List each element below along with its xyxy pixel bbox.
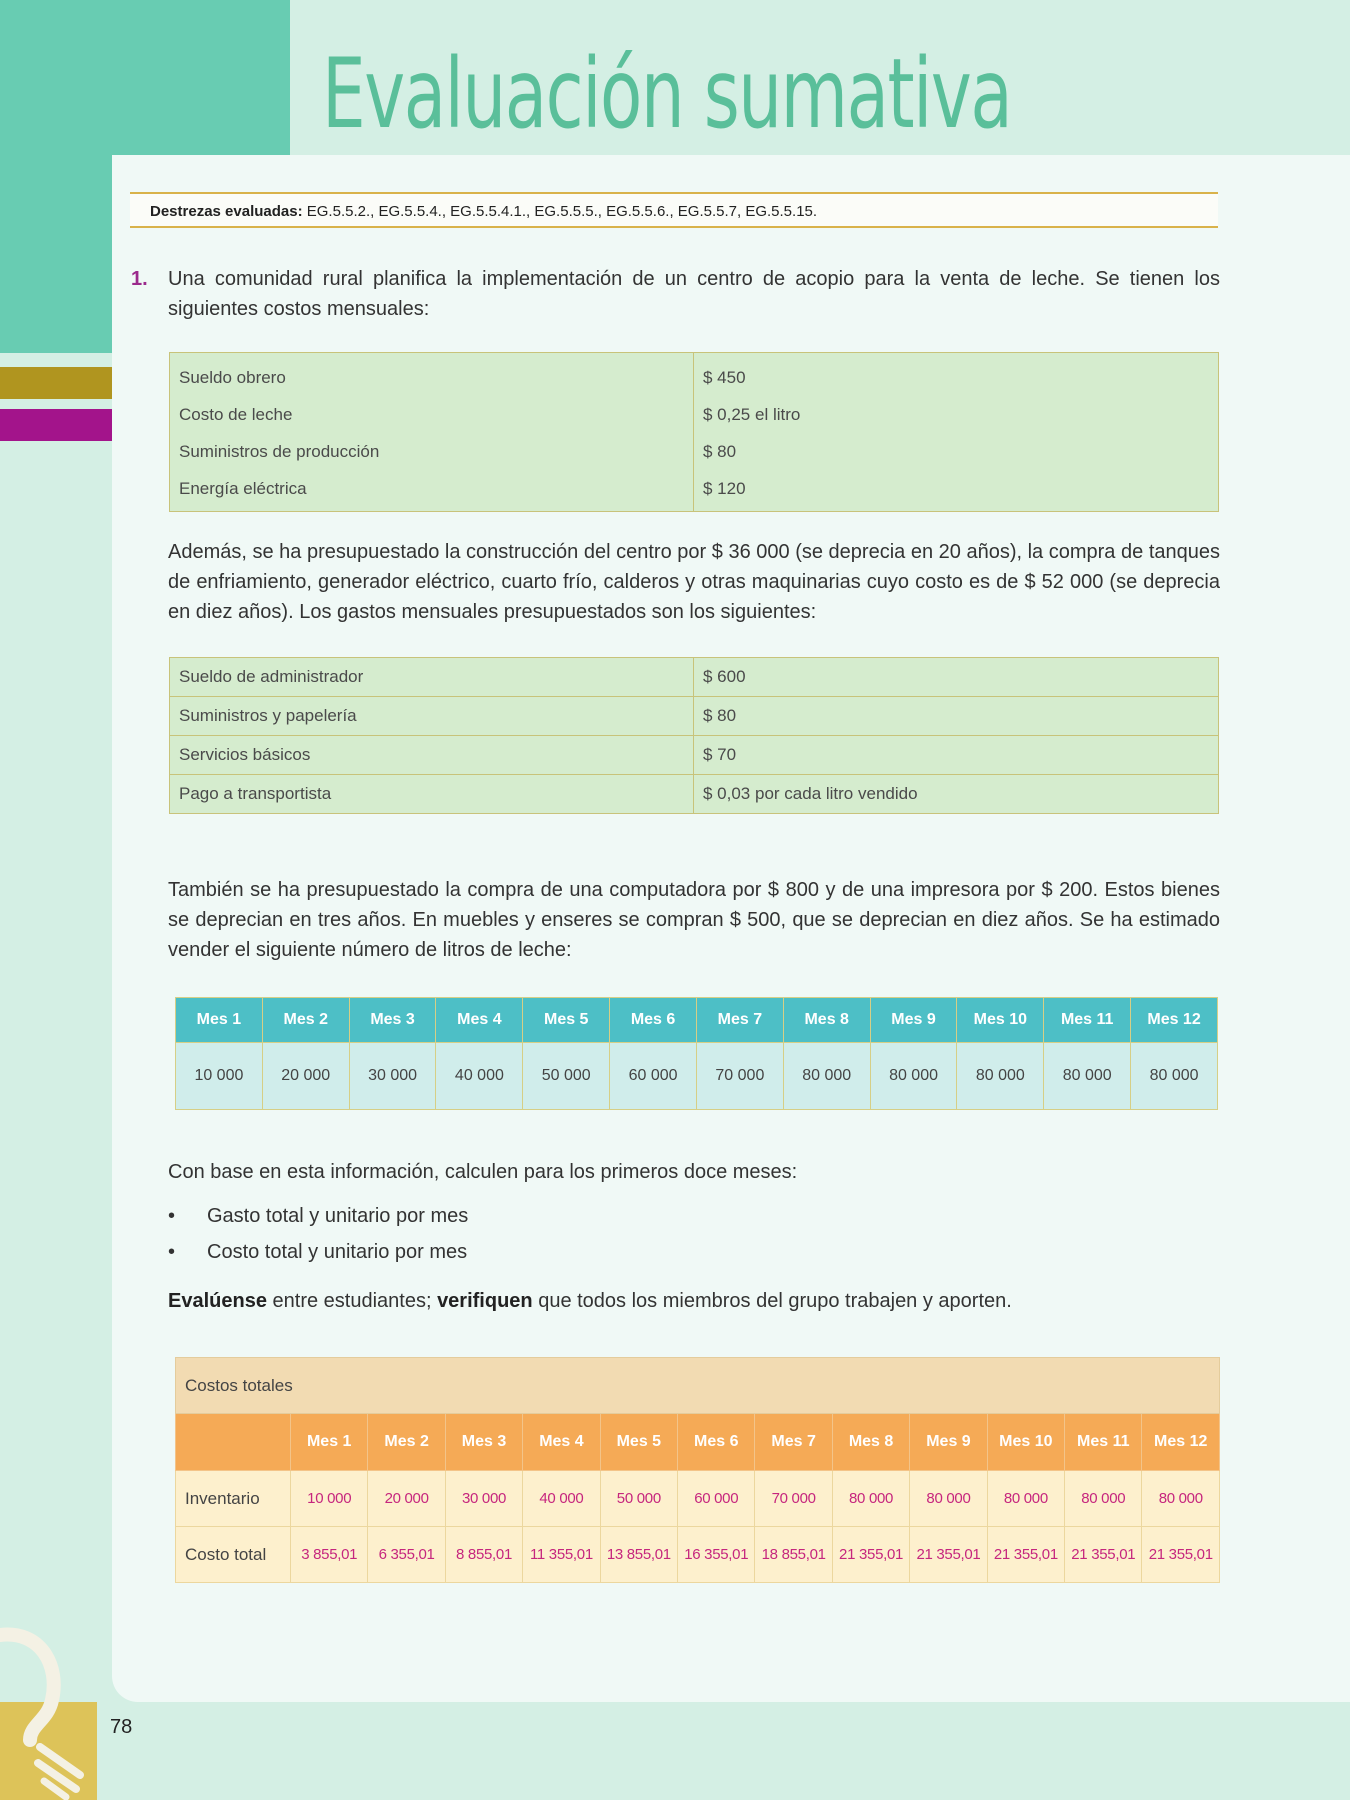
total-cost-cell: 21 355,01: [910, 1527, 987, 1583]
month-header: Mes 6: [610, 998, 697, 1043]
question-number: 1.: [131, 268, 148, 290]
inventory-cell: 80 000: [1065, 1471, 1142, 1527]
evaluation-keyword: Evalúense: [168, 1290, 267, 1312]
inventory-cell: 80 000: [987, 1471, 1064, 1527]
total-cost-cell: 11 355,01: [523, 1527, 600, 1583]
total-cost-cell: 21 355,01: [832, 1527, 909, 1583]
month-header: Mes 7: [696, 998, 783, 1043]
inventory-cell: 40 000: [523, 1471, 600, 1527]
month-header: Mes 10: [987, 1414, 1064, 1471]
totals-caption-row: [176, 1358, 1220, 1414]
total-cost-cell: 16 355,01: [678, 1527, 755, 1583]
total-cost-cell: 18 855,01: [755, 1527, 832, 1583]
table-row: [176, 1471, 1220, 1527]
expense-item: Suministros y papelería: [170, 697, 694, 736]
month-header: Mes 2: [368, 1414, 445, 1471]
expense-value: $ 0,03 por cada litro vendido: [694, 775, 1219, 814]
month-header: Mes 12: [1131, 998, 1218, 1043]
budget-paragraph: Además, se ha presupuestado la construcción del centro por $ 36 000 (se deprecia en 20 años), la compra de tanques de enfriamiento, generador eléctrico, cuarto frío, calderos y otras maquinarias cuyo costo es de $ 52 000 (se deprecia en diez años). Los gastos mensuales presupuestados son los siguientes:: [168, 541, 1220, 623]
inventory-label: Inventario: [176, 1471, 291, 1527]
total-cost-cell: 8 855,01: [445, 1527, 522, 1583]
month-header: Mes 3: [349, 998, 436, 1043]
month-header: Mes 4: [523, 1414, 600, 1471]
verify-keyword: verifiquen: [437, 1290, 533, 1312]
table-row: [170, 433, 1219, 470]
page-title: Evaluación sumativa: [322, 38, 1012, 150]
expense-item: Servicios básicos: [170, 736, 694, 775]
monthly-expenses-table: [169, 657, 1219, 814]
liters-cell: 50 000: [523, 1043, 610, 1110]
list-item: • Gasto total y unitario por mes: [168, 1198, 468, 1234]
total-cost-cell: 3 855,01: [291, 1527, 368, 1583]
magenta-stripe: [0, 409, 112, 441]
month-header: Mes 7: [755, 1414, 832, 1471]
question-intro: Una comunidad rural planifica la implementación de un centro de acopio para la venta de leche. Se tienen los siguientes costos mensuales:: [168, 268, 1220, 320]
total-cost-label: Costo total: [176, 1527, 291, 1583]
month-header: Mes 2: [262, 998, 349, 1043]
cost-item: Costo de leche: [170, 396, 694, 433]
task-list: [168, 1198, 468, 1270]
liters-cell: 80 000: [1044, 1043, 1131, 1110]
totals-caption: Costos totales: [176, 1358, 1220, 1414]
month-header: Mes 5: [523, 998, 610, 1043]
month-header: Mes 11: [1065, 1414, 1142, 1471]
month-header: Mes 11: [1044, 998, 1131, 1043]
table-row: [170, 470, 1219, 512]
total-cost-cell: 21 355,01: [1142, 1527, 1220, 1583]
total-cost-cell: 13 855,01: [600, 1527, 677, 1583]
month-header: Mes 6: [678, 1414, 755, 1471]
liters-cell: 60 000: [610, 1043, 697, 1110]
skills-label: Destrezas evaluadas:: [150, 203, 303, 220]
evaluation-text: entre estudiantes;: [266, 1290, 438, 1312]
table-row: [170, 775, 1219, 814]
month-header: Mes 12: [1142, 1414, 1220, 1471]
liters-header-row: [176, 998, 1218, 1043]
table-row: [176, 1527, 1220, 1583]
cost-value: $ 80: [703, 441, 737, 461]
evaluation-text: que todos los miembros del grupo trabajen y aporten.: [532, 1290, 1012, 1312]
cost-value: $ 0,25 el litro: [703, 404, 801, 424]
equipment-paragraph: También se ha presupuestado la compra de una computadora por $ 800 y de una impresora por $ 200. Estos bienes se deprecian en tres años. En muebles y enseres se compran $ 500, que se deprecian en diez años. Se ha estimado vender el siguiente número de litros de leche:: [168, 879, 1220, 961]
liters-cell: 80 000: [957, 1043, 1044, 1110]
inventory-cell: 60 000: [678, 1471, 755, 1527]
liters-table: [175, 997, 1218, 1110]
skills-codes: EG.5.5.2., EG.5.5.4., EG.5.5.4.1., EG.5.5.5., EG.5.5.6., EG.5.5.7, EG.5.5.15.: [302, 203, 818, 220]
month-header: Mes 10: [957, 998, 1044, 1043]
table-row: [170, 658, 1219, 697]
liters-cell: 80 000: [870, 1043, 957, 1110]
month-header: Mes 9: [870, 998, 957, 1043]
table-row: [170, 697, 1219, 736]
inventory-cell: 10 000: [291, 1471, 368, 1527]
month-header: Mes 3: [445, 1414, 522, 1471]
total-cost-cell: 6 355,01: [368, 1527, 445, 1583]
cost-value: $ 450: [703, 367, 746, 387]
total-cost-cell: 21 355,01: [1065, 1527, 1142, 1583]
month-header: Mes 4: [436, 998, 523, 1043]
olive-stripe: [0, 367, 112, 399]
total-costs-table: [175, 1357, 1220, 1583]
blank-header: [176, 1414, 291, 1471]
expense-value: $ 600: [694, 658, 1219, 697]
table-row: [170, 353, 1219, 397]
month-header: Mes 1: [176, 998, 263, 1043]
liters-cell: 10 000: [176, 1043, 263, 1110]
cost-item: Sueldo obrero: [170, 353, 694, 397]
cost-value: $ 120: [703, 478, 746, 498]
list-item: • Costo total y unitario por mes: [168, 1234, 468, 1270]
expense-value: $ 70: [694, 736, 1219, 775]
expense-value: $ 80: [694, 697, 1219, 736]
total-cost-cell: 21 355,01: [987, 1527, 1064, 1583]
table-row: [170, 396, 1219, 433]
monthly-costs-table: [169, 352, 1219, 512]
liters-cell: 20 000: [262, 1043, 349, 1110]
month-header: Mes 8: [783, 998, 870, 1043]
inventory-cell: 70 000: [755, 1471, 832, 1527]
expense-item: Sueldo de administrador: [170, 658, 694, 697]
liters-value-row: [176, 1043, 1218, 1110]
inventory-cell: 50 000: [600, 1471, 677, 1527]
instruction-paragraph: Con base en esta información, calculen para los primeros doce meses:: [168, 1161, 798, 1183]
inventory-cell: 80 000: [910, 1471, 987, 1527]
liters-cell: 40 000: [436, 1043, 523, 1110]
month-header: Mes 1: [291, 1414, 368, 1471]
cost-item: Energía eléctrica: [170, 470, 694, 512]
inventory-cell: 80 000: [1142, 1471, 1220, 1527]
inventory-cell: 80 000: [832, 1471, 909, 1527]
table-row: [170, 736, 1219, 775]
liters-cell: 30 000: [349, 1043, 436, 1110]
inventory-cell: 30 000: [445, 1471, 522, 1527]
expense-item: Pago a transportista: [170, 775, 694, 814]
totals-header-row: [176, 1414, 1220, 1471]
page-number: 78: [110, 1716, 133, 1738]
inventory-cell: 20 000: [368, 1471, 445, 1527]
cost-item: Suministros de producción: [170, 433, 694, 470]
liters-cell: 80 000: [1131, 1043, 1218, 1110]
liters-cell: 70 000: [696, 1043, 783, 1110]
month-header: Mes 5: [600, 1414, 677, 1471]
month-header: Mes 8: [832, 1414, 909, 1471]
lightbulb-icon: [0, 1625, 100, 1800]
liters-cell: 80 000: [783, 1043, 870, 1110]
evaluation-note: [168, 1286, 1220, 1316]
month-header: Mes 9: [910, 1414, 987, 1471]
skills-bar: [130, 192, 1218, 228]
